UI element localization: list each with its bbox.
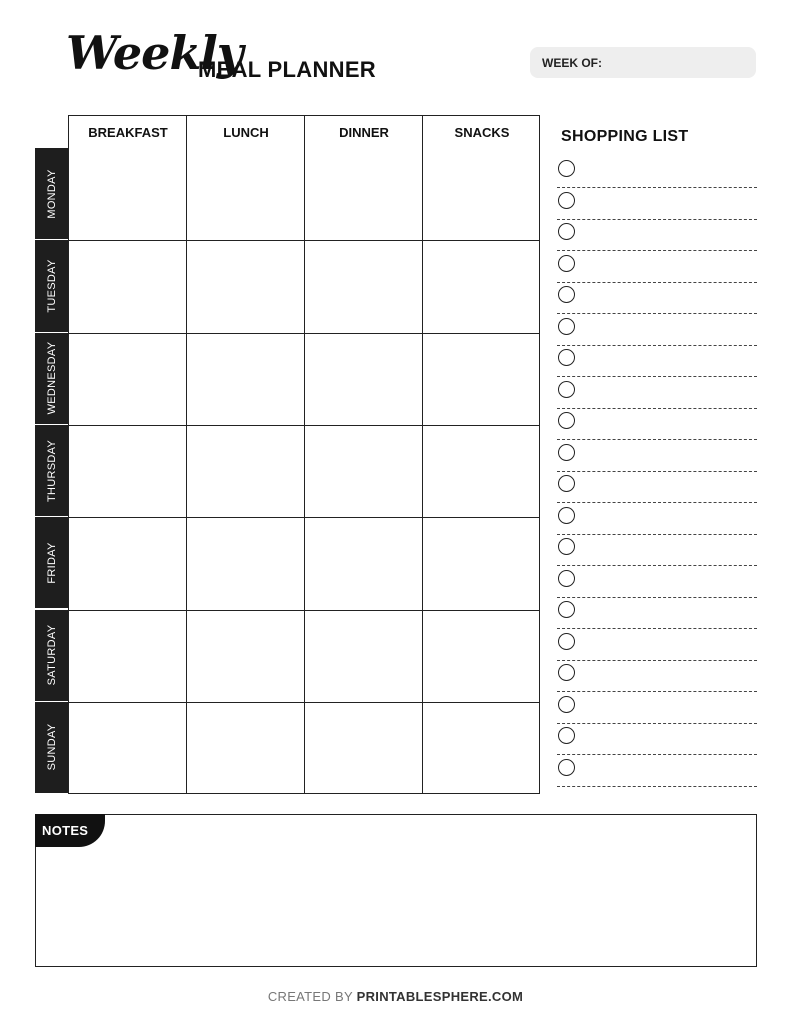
checkbox-circle-icon[interactable]: [558, 255, 575, 272]
shopping-list-item[interactable]: [557, 472, 757, 503]
day-label: THURSDAY: [45, 439, 58, 502]
checkbox-circle-icon[interactable]: [558, 601, 575, 618]
checkbox-circle-icon[interactable]: [558, 538, 575, 555]
meal-cell-monday-snacks[interactable]: [423, 149, 540, 240]
day-label: TUESDAY: [45, 259, 58, 313]
shopping-list-item[interactable]: [557, 567, 757, 598]
meal-cell-friday-lunch[interactable]: [187, 518, 304, 609]
meal-cell-friday-breakfast[interactable]: [69, 518, 186, 609]
checkbox-circle-icon[interactable]: [558, 759, 575, 776]
shopping-list-item[interactable]: [557, 252, 757, 283]
checkbox-circle-icon[interactable]: [558, 507, 575, 524]
meal-grid: [68, 115, 540, 794]
shopping-list-item[interactable]: [557, 661, 757, 692]
title-script-weekly: Weekly: [66, 26, 243, 80]
checkbox-circle-icon[interactable]: [558, 633, 575, 650]
column-header-snacks: SNACKS: [454, 125, 510, 140]
shopping-list-item[interactable]: [557, 630, 757, 661]
meal-cell-sunday-lunch[interactable]: [187, 703, 304, 794]
day-tab-monday: [35, 148, 68, 240]
shopping-list-item[interactable]: [557, 693, 757, 724]
checkbox-circle-icon[interactable]: [558, 475, 575, 492]
checkbox-circle-icon[interactable]: [558, 381, 575, 398]
notes-tab: [35, 814, 105, 847]
day-tab-wednesday: [35, 333, 68, 425]
day-label: FRIDAY: [45, 542, 58, 584]
day-tab-tuesday: [35, 240, 68, 332]
footer-site: PRINTABLESPHERE.COM: [356, 989, 524, 1004]
shopping-list-item[interactable]: [557, 315, 757, 346]
notes-box[interactable]: [35, 814, 757, 967]
checkbox-circle-icon[interactable]: [558, 664, 575, 681]
footer-created-by: CREATED BY: [267, 989, 353, 1004]
column-header-dinner: DINNER: [339, 125, 389, 140]
shopping-list-item[interactable]: [557, 535, 757, 566]
page-title: MEAL PLANNER: [198, 57, 376, 82]
checkbox-circle-icon[interactable]: [558, 223, 575, 240]
meal-cell-wednesday-snacks[interactable]: [423, 334, 540, 425]
shopping-list-item[interactable]: [557, 504, 757, 535]
meal-cell-thursday-dinner[interactable]: [305, 426, 422, 517]
meal-cell-saturday-snacks[interactable]: [423, 611, 540, 702]
meal-cell-sunday-breakfast[interactable]: [69, 703, 186, 794]
meal-cell-monday-lunch[interactable]: [187, 149, 304, 240]
shopping-list-item[interactable]: [557, 220, 757, 251]
dashed-line: [557, 786, 757, 787]
shopping-list-title: SHOPPING LIST: [561, 128, 689, 145]
shopping-list-item[interactable]: [557, 157, 757, 188]
checkbox-circle-icon[interactable]: [558, 349, 575, 366]
meal-cell-wednesday-breakfast[interactable]: [69, 334, 186, 425]
meal-cell-sunday-snacks[interactable]: [423, 703, 540, 794]
checkbox-circle-icon[interactable]: [558, 570, 575, 587]
checkbox-circle-icon[interactable]: [558, 318, 575, 335]
meal-cell-thursday-snacks[interactable]: [423, 426, 540, 517]
meal-cell-thursday-lunch[interactable]: [187, 426, 304, 517]
day-label: SUNDAY: [45, 724, 58, 771]
shopping-list-item[interactable]: [557, 756, 757, 787]
day-label: MONDAY: [45, 169, 58, 219]
day-label: SATURDAY: [45, 624, 58, 686]
checkbox-circle-icon[interactable]: [558, 412, 575, 429]
day-label: WEDNESDAY: [45, 341, 58, 415]
meal-cell-saturday-lunch[interactable]: [187, 611, 304, 702]
meal-cell-wednesday-lunch[interactable]: [187, 334, 304, 425]
week-of-field[interactable]: [530, 47, 756, 78]
day-tab-thursday: [35, 425, 68, 517]
meal-cell-sunday-dinner[interactable]: [305, 703, 422, 794]
checkbox-circle-icon[interactable]: [558, 444, 575, 461]
meal-cell-friday-dinner[interactable]: [305, 518, 422, 609]
meal-cell-saturday-breakfast[interactable]: [69, 611, 186, 702]
shopping-list-item[interactable]: [557, 598, 757, 629]
shopping-list-item[interactable]: [557, 409, 757, 440]
shopping-list-item[interactable]: [557, 724, 757, 755]
day-tab-saturday: [35, 610, 68, 702]
notes-label: NOTES: [42, 823, 89, 838]
day-tab-friday: [35, 517, 68, 609]
footer: [0, 989, 791, 1004]
meal-cell-tuesday-dinner[interactable]: [305, 241, 422, 332]
checkbox-circle-icon[interactable]: [558, 286, 575, 303]
shopping-list-item[interactable]: [557, 441, 757, 472]
checkbox-circle-icon[interactable]: [558, 192, 575, 209]
checkbox-circle-icon[interactable]: [558, 160, 575, 177]
column-header-breakfast: BREAKFAST: [88, 125, 168, 140]
meal-cell-monday-breakfast[interactable]: [69, 149, 186, 240]
meal-cell-friday-snacks[interactable]: [423, 518, 540, 609]
day-tab-sunday: [35, 702, 68, 794]
meal-cell-tuesday-snacks[interactable]: [423, 241, 540, 332]
shopping-list-item[interactable]: [557, 189, 757, 220]
meal-cell-monday-dinner[interactable]: [305, 149, 422, 240]
shopping-list-item[interactable]: [557, 378, 757, 409]
shopping-list-item[interactable]: [557, 283, 757, 314]
meal-cell-thursday-breakfast[interactable]: [69, 426, 186, 517]
week-of-label: WEEK OF:: [542, 56, 602, 70]
column-header-lunch: LUNCH: [223, 125, 269, 140]
checkbox-circle-icon[interactable]: [558, 696, 575, 713]
meal-cell-tuesday-breakfast[interactable]: [69, 241, 186, 332]
shopping-list-item[interactable]: [557, 346, 757, 377]
meal-cell-wednesday-dinner[interactable]: [305, 334, 422, 425]
meal-cell-saturday-dinner[interactable]: [305, 611, 422, 702]
checkbox-circle-icon[interactable]: [558, 727, 575, 744]
meal-cell-tuesday-lunch[interactable]: [187, 241, 304, 332]
